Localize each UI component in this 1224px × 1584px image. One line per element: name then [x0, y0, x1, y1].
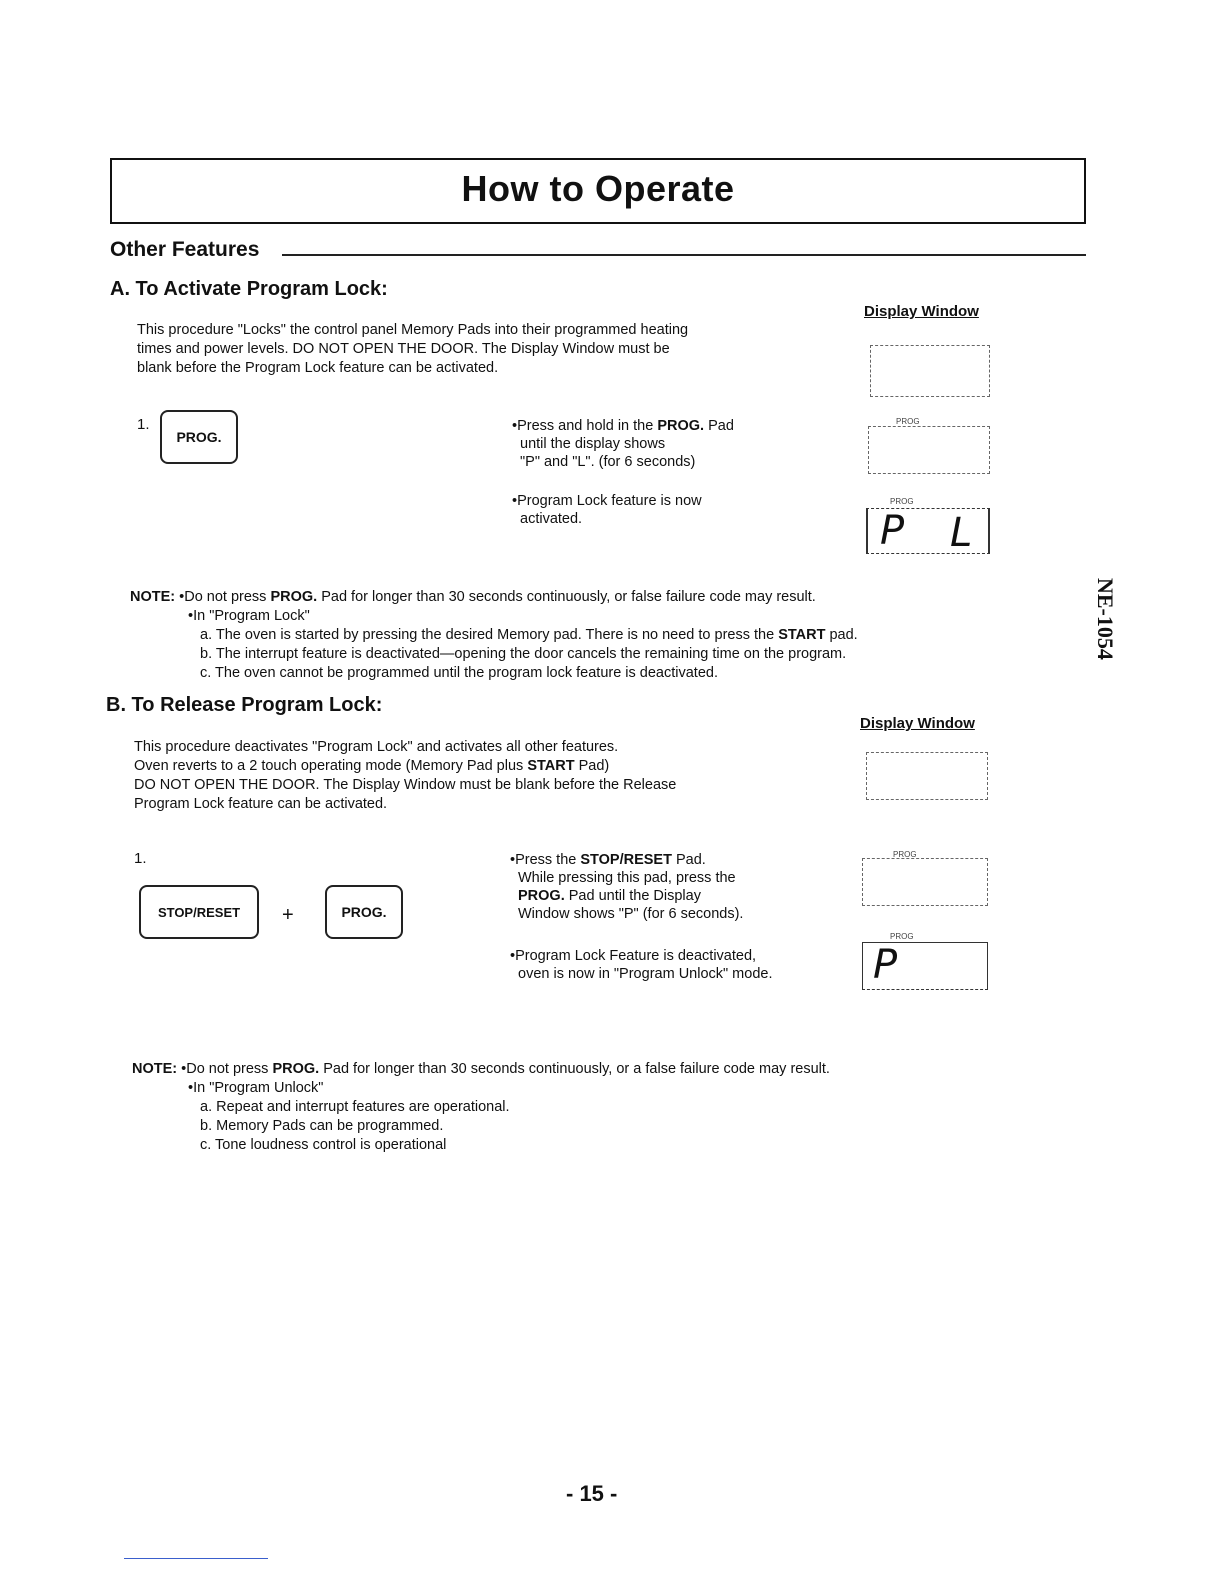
- part-b-intro-line: Program Lock feature can be activated.: [134, 796, 388, 812]
- note-b: [132, 1060, 1032, 1155]
- prog-pad[interactable]: PROG.: [325, 885, 403, 939]
- part-b-intro: [134, 738, 834, 814]
- part-b-instruction-2: [510, 947, 830, 983]
- instr-line: until the display shows: [520, 436, 666, 452]
- part-a-instruction-2: [512, 492, 812, 528]
- footer-rule: [124, 1558, 268, 1559]
- part-a-intro-line: This procedure "Locks" the control panel Memory Pads into their programmed heating: [137, 322, 689, 338]
- part-b-intro-line: This procedure deactivates "Program Lock" and activates all other features.: [134, 739, 619, 755]
- part-a-intro-line: blank before the Program Lock feature can be activated.: [137, 360, 499, 376]
- note-item: a. The oven is started by pressing the desired Memory pad. There is no need to press the: [200, 627, 779, 643]
- note-line: •In "Program Unlock": [188, 1080, 324, 1096]
- part-a-display-blank: [870, 345, 990, 397]
- note-line: •In "Program Lock": [188, 608, 310, 624]
- display-prog-indicator: PROG: [890, 497, 914, 506]
- instr-line: •Program Lock feature is now: [512, 493, 702, 509]
- part-a-intro-line: times and power levels. DO NOT OPEN THE DOOR. The Display Window must be: [137, 341, 670, 357]
- part-a-intro: [137, 321, 837, 378]
- note-label: NOTE:: [132, 1061, 178, 1077]
- instr-line: activated.: [520, 511, 583, 527]
- display-prog-indicator: PROG: [896, 417, 920, 426]
- display-prog-indicator: PROG: [893, 850, 917, 859]
- part-b-intro-text: Oven reverts to a 2 touch operating mode (Memory Pad plus: [134, 758, 528, 774]
- note-a: [130, 588, 1030, 683]
- note-item: c. The oven cannot be programmed until the program lock feature is deactivated.: [200, 665, 718, 681]
- instr-bold: PROG.: [518, 888, 565, 904]
- part-a-instruction-1: [512, 417, 812, 471]
- note-bold: START: [778, 627, 826, 643]
- part-a-step-number: 1.: [137, 416, 150, 433]
- stop-reset-pad[interactable]: STOP/RESET: [139, 885, 259, 939]
- display-char-p: P: [873, 942, 898, 988]
- part-b-display-pressing: [862, 858, 988, 906]
- note-item: c. Tone loudness control is operational: [200, 1137, 447, 1153]
- note-item: a. Repeat and interrupt features are operational.: [200, 1099, 510, 1115]
- section-rule: [282, 254, 1086, 256]
- note-text: •Do not press: [181, 1061, 273, 1077]
- plus-sign: +: [282, 904, 294, 926]
- page-number: - 15 -: [566, 1481, 618, 1506]
- instr-line: Window shows "P" (for 6 seconds).: [518, 906, 744, 922]
- note-bold: PROG.: [270, 589, 318, 605]
- part-a-display-pressing: [868, 426, 990, 474]
- instr-bold: PROG.: [657, 418, 705, 434]
- part-a-heading: A. To Activate Program Lock:: [110, 278, 388, 300]
- part-b-instruction-1: [510, 851, 810, 923]
- header-box: [110, 158, 1086, 224]
- instr-line: "P" and "L". (for 6 seconds): [520, 454, 696, 470]
- instr-text: Pad.: [671, 852, 706, 868]
- prog-pad[interactable]: PROG.: [160, 410, 238, 464]
- display-char-p: P: [880, 508, 905, 554]
- display-prog-indicator: PROG: [890, 932, 914, 941]
- instr-text: •Press the: [510, 852, 581, 868]
- note-item: b. The interrupt feature is deactivated—opening the door cancels the remaining time on the program.: [200, 646, 847, 662]
- part-a-display-locked: [866, 508, 990, 554]
- part-b-step-number: 1.: [134, 850, 147, 867]
- note-label: NOTE:: [130, 589, 176, 605]
- note-text: •Do not press: [179, 589, 271, 605]
- note-text: Pad for longer than 30 seconds continuously, or false failure code may result.: [317, 589, 816, 605]
- display-char-l: L: [950, 510, 973, 556]
- instr-line: While pressing this pad, press the: [518, 870, 736, 886]
- instr-bold: STOP/RESET: [580, 852, 672, 868]
- note-bold: PROG.: [272, 1061, 320, 1077]
- instr-text: Pad: [704, 418, 734, 434]
- part-a-display-window-label: Display Window: [864, 303, 979, 320]
- page-title: How to Operate: [461, 168, 735, 209]
- note-text: Pad for longer than 30 seconds continuously, or a false failure code may result.: [319, 1061, 830, 1077]
- part-b-intro-text: Pad): [574, 758, 610, 774]
- part-b-display-unlocked: [862, 942, 988, 990]
- part-b-display-blank: [866, 752, 988, 800]
- instr-line: oven is now in "Program Unlock" mode.: [518, 966, 773, 982]
- part-b-intro-bold: START: [527, 758, 575, 774]
- part-b-heading: B. To Release Program Lock:: [106, 694, 383, 716]
- model-number: NE-1054: [1093, 578, 1118, 660]
- note-item: b. Memory Pads can be programmed.: [200, 1118, 444, 1134]
- part-b-display-window-label: Display Window: [860, 715, 975, 732]
- section-title: Other Features: [110, 238, 260, 261]
- instr-text: Pad until the Display: [564, 888, 701, 904]
- instr-text: •Press and hold in the: [512, 418, 658, 434]
- note-item: pad.: [825, 627, 858, 643]
- instr-line: •Program Lock Feature is deactivated,: [510, 948, 757, 964]
- part-b-intro-line: DO NOT OPEN THE DOOR. The Display Window must be blank before the Release: [134, 777, 677, 793]
